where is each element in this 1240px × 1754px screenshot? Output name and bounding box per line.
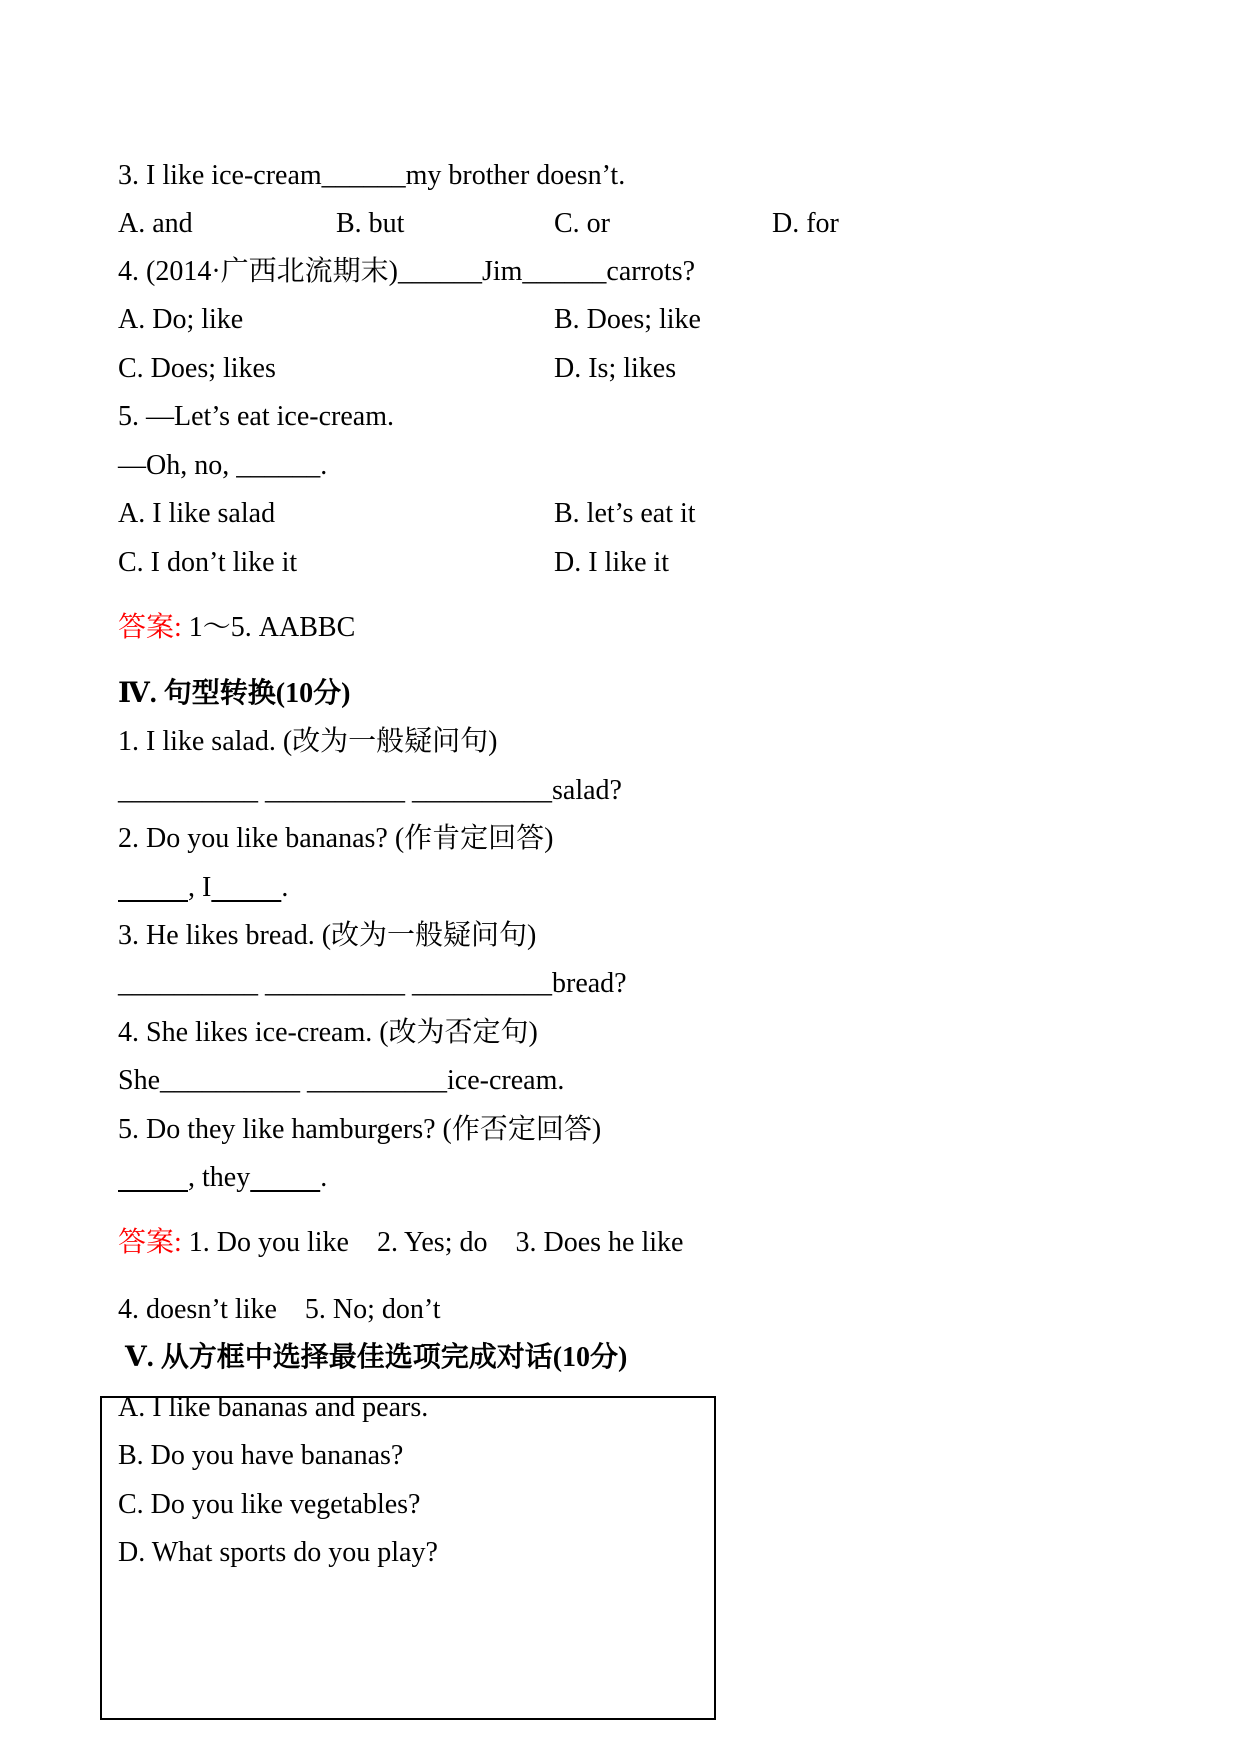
answer-text: 1～5. AABBC: [181, 612, 356, 643]
item-2-question: 2. Do you like bananas? (作肯定回答): [118, 823, 554, 854]
box-option-b: B. Do you have bananas?: [118, 1440, 404, 1471]
box-option-d: D. What sports do you play?: [118, 1537, 438, 1568]
answer-text: .: [320, 1162, 328, 1193]
item-1-question: 1. I like salad. (改为一般疑问句): [118, 726, 498, 757]
item-1-answer-line: __________ __________ __________salad?: [118, 775, 622, 806]
answer-text: 1. Do you like 2. Yes; do 3. Does he like: [181, 1227, 684, 1258]
question-4-stem: 4. (2014·广西北流期末)______Jim______carrots?: [118, 256, 696, 287]
answer-blank: [211, 872, 281, 903]
answer-label: 答案:: [118, 612, 182, 643]
section4-heading: Ⅳ. 句型转换(10分): [118, 678, 351, 709]
section4-answer: [118, 1229, 683, 1257]
question-3-option-c: C. or: [554, 208, 610, 239]
question-3-option-d: D. for: [772, 208, 839, 239]
question-3-stem: 3. I like ice-cream______my brother doesn’t.: [118, 160, 626, 191]
item-3-question: 3. He likes bread. (改为一般疑问句): [118, 920, 537, 951]
question-5-reply: —Oh, no, ______.: [118, 450, 328, 481]
answer-text: .: [281, 872, 289, 903]
answer-text: , I: [188, 872, 212, 903]
answer-blank: [118, 1162, 188, 1193]
question-5-stem: 5. —Let’s eat ice-cream.: [118, 401, 394, 432]
box-option-a: A. I like bananas and pears.: [118, 1392, 429, 1423]
item-5-question: 5. Do they like hamburgers? (作否定回答): [118, 1114, 602, 1145]
box-option-c: C. Do you like vegetables?: [118, 1489, 421, 1520]
item-5-answer-line: [118, 1164, 327, 1192]
item-4-question: 4. She likes ice-cream. (改为否定句): [118, 1017, 538, 1048]
question-3-option-b: B. but: [336, 208, 405, 239]
answer-text: , they: [188, 1162, 251, 1193]
question-4-option-c: C. Does; likes: [118, 353, 276, 384]
question-4-option-d: D. Is; likes: [554, 353, 677, 384]
section3-answer: [118, 614, 355, 642]
answer-blank: [250, 1162, 320, 1193]
item-2-answer-line: [118, 874, 288, 902]
question-5-option-c: C. I don’t like it: [118, 547, 298, 578]
question-5-option-b: B. let’s eat it: [554, 498, 696, 529]
question-5-option-d: D. I like it: [554, 547, 670, 578]
question-4-option-a: A. Do; like: [118, 304, 244, 335]
item-4-answer-line: She__________ __________ice-cream.: [118, 1065, 565, 1096]
answer-blank: [118, 872, 188, 903]
item-3-answer-line: __________ __________ __________bread?: [118, 968, 627, 999]
question-3-option-a: A. and: [118, 208, 193, 239]
question-4-option-b: B. Does; like: [554, 304, 701, 335]
section5-heading: Ⅴ. 从方框中选择最佳选项完成对话(10分): [118, 1342, 628, 1373]
answer-label: 答案:: [118, 1227, 182, 1258]
section4-answer-continued: 4. doesn’t like 5. No; don’t: [118, 1294, 441, 1325]
question-5-option-a: A. I like salad: [118, 498, 276, 529]
